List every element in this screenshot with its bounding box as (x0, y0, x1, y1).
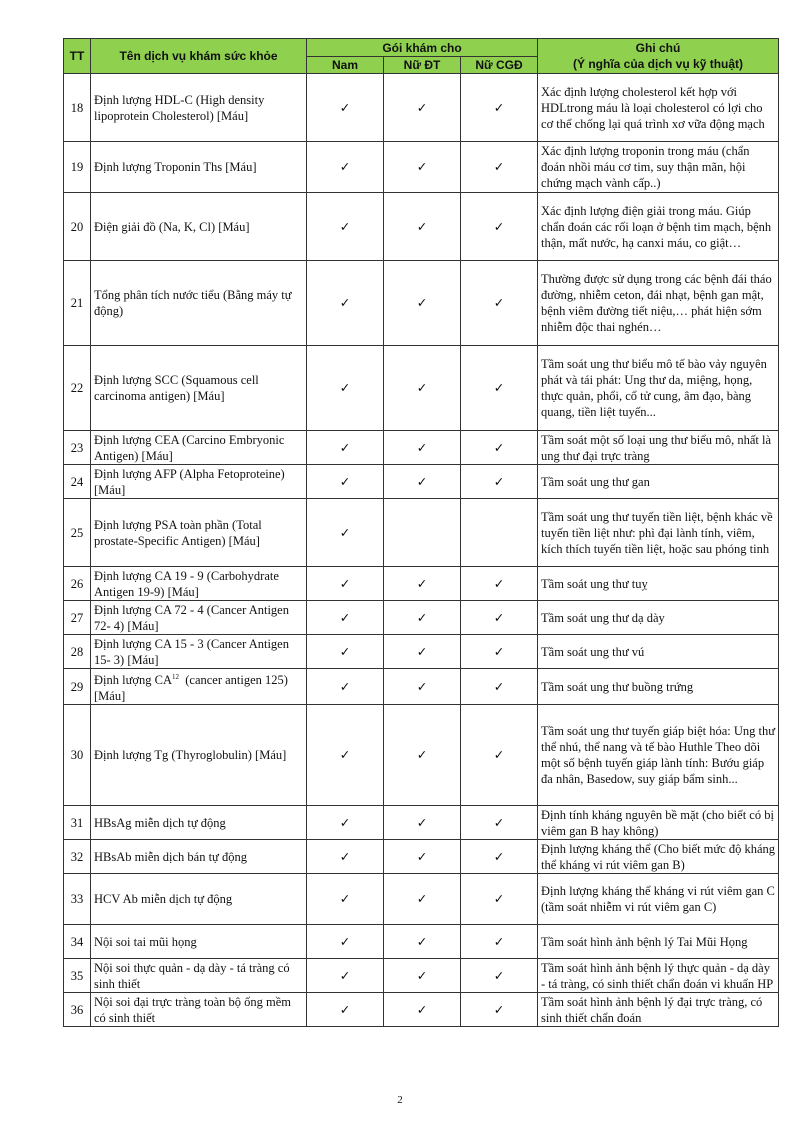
check-female-married (461, 261, 538, 346)
checkmark-icon: ✓ (416, 748, 428, 763)
service-name: Nội soi tai mũi họng (91, 925, 307, 959)
service-name: Tổng phân tích nước tiểu (Bằng máy tự động) (91, 261, 307, 346)
service-note: Tầm soát ung thư biểu mô tế bào vảy nguyên phát và tái phát: Ung thư da, miệng, họng, thực quản, phổi, cổ tử cung, âm đạo, bàng quang, tiền liệt tuyến... (538, 346, 779, 431)
checkmark-icon: ✓ (416, 679, 428, 694)
check-male (307, 74, 384, 142)
checkmark-icon: ✓ (339, 525, 351, 540)
service-note: Định lượng kháng thể (Cho biết mức độ kháng thể kháng vi rút viêm gan B) (538, 840, 779, 874)
service-name: Định lượng AFP (Alpha Fetoproteine) [Máu] (91, 465, 307, 499)
table-row (64, 193, 779, 261)
checkmark-icon: ✓ (416, 892, 428, 907)
table-row (64, 567, 779, 601)
checkmark-icon: ✓ (416, 610, 428, 625)
service-note: Tầm soát ung thư gan (538, 465, 779, 499)
table-row (64, 142, 779, 193)
service-name: Nội soi thực quản - dạ dày - tá tràng có sinh thiết (91, 959, 307, 993)
service-note: Tầm soát hình ảnh bệnh lý thực quản - dạ dày - tá tràng, có sinh thiết chẩn đoán vi khuẩn HP (538, 959, 779, 993)
row-number: 20 (64, 193, 91, 261)
checkmark-icon: ✓ (339, 576, 351, 591)
checkmark-icon: ✓ (339, 1002, 351, 1017)
checkmark-icon: ✓ (339, 934, 351, 949)
check-male (307, 840, 384, 874)
table-body (64, 74, 779, 1027)
check-female-single (384, 806, 461, 840)
service-name: Định lượng HDL-C (High density lipoprotein Cholesterol) [Máu] (91, 74, 307, 142)
check-female-married (461, 959, 538, 993)
check-male (307, 635, 384, 669)
check-male (307, 431, 384, 465)
check-female-single (384, 346, 461, 431)
service-name: HBsAg miễn dịch tự động (91, 806, 307, 840)
checkmark-icon: ✓ (339, 160, 351, 174)
row-number: 35 (64, 959, 91, 993)
row-number: 21 (64, 261, 91, 346)
checkmark-icon: ✓ (493, 100, 505, 115)
service-name: Định lượng CA 19 - 9 (Carbohydrate Antigen 19-9) [Máu] (91, 567, 307, 601)
table-row (64, 346, 779, 431)
service-name: Định lượng CA 15 - 3 (Cancer Antigen 15- 3) [Máu] (91, 635, 307, 669)
table-row (64, 499, 779, 567)
service-note: Xác định lượng troponin trong máu (chẩn đoán nhồi máu cơ tim, suy thận mãn, hội chứng mạch vành cấp..) (538, 142, 779, 193)
row-number: 29 (64, 669, 91, 705)
service-name: Định lượng CEA (Carcino Embryonic Antigen) [Máu] (91, 431, 307, 465)
service-name: HBsAb miễn dịch bán tự động (91, 840, 307, 874)
check-female-married (461, 465, 538, 499)
service-name: Định lượng Tg (Thyroglobulin) [Máu] (91, 705, 307, 806)
check-male (307, 499, 384, 567)
row-number: 27 (64, 601, 91, 635)
checkmark-icon: ✓ (339, 381, 351, 395)
check-female-single (384, 567, 461, 601)
checkmark-icon: ✓ (339, 296, 351, 310)
check-female-single (384, 601, 461, 635)
table-row (64, 74, 779, 142)
service-note: Thường được sử dụng trong các bệnh đái tháo đường, nhiễm ceton, đái nhạt, bệnh gan mật, bệnh viêm đường tiết niệu,… phát hiện sớm nhiễm độc thai nghén… (538, 261, 779, 346)
checkmark-icon: ✓ (493, 815, 505, 830)
checkmark-icon: ✓ (416, 815, 428, 830)
check-female-married (461, 705, 538, 806)
row-number: 19 (64, 142, 91, 193)
check-female-single (384, 925, 461, 959)
table-row (64, 874, 779, 925)
service-name (91, 669, 307, 705)
header-package: Gói khám cho (307, 39, 538, 57)
service-name-rest: (cancer antigen 125) [Máu] (94, 673, 288, 704)
checkmark-icon: ✓ (493, 849, 505, 864)
check-female-single (384, 499, 461, 567)
page-number: 2 (397, 1094, 403, 1106)
table-row (64, 959, 779, 993)
header-note-title: Ghi chú (635, 41, 681, 55)
check-female-married (461, 142, 538, 193)
service-name: Định lượng PSA toàn phần (Total prostate-Specific Antigen) [Máu] (91, 499, 307, 567)
check-male (307, 193, 384, 261)
header-note-subtitle: (Ý nghĩa của dịch vụ kỹ thuật) (573, 57, 744, 71)
checkmark-icon: ✓ (493, 219, 505, 234)
check-female-married (461, 874, 538, 925)
checkmark-icon: ✓ (493, 644, 505, 659)
check-female-married (461, 431, 538, 465)
checkmark-icon: ✓ (416, 474, 428, 489)
table-row (64, 601, 779, 635)
checkmark-icon: ✓ (339, 849, 351, 864)
check-male (307, 959, 384, 993)
checkmark-icon: ✓ (493, 679, 505, 694)
checkmark-icon: ✓ (339, 644, 351, 659)
service-note: Tầm soát ung thư tuỵ (538, 567, 779, 601)
check-female-single (384, 669, 461, 705)
service-note: Tầm soát ung thư tuyến giáp biệt hóa: Ung thư thể nhú, thể nang và tế bào Huthle Theo dõi một số bệnh tuyến giáp lành tính: Bướu giáp đa nhân, Basedow, suy giáp bẩm sinh... (538, 705, 779, 806)
checkmark-icon: ✓ (339, 219, 351, 234)
checkmark-icon: ✓ (493, 968, 505, 983)
check-female-married (461, 601, 538, 635)
table-row (64, 635, 779, 669)
check-male (307, 601, 384, 635)
check-female-married (461, 635, 538, 669)
table-row (64, 925, 779, 959)
row-number: 33 (64, 874, 91, 925)
check-female-married (461, 193, 538, 261)
service-note: Tầm soát ung thư dạ dày (538, 601, 779, 635)
header-service: Tên dịch vụ khám sức khỏe (91, 39, 307, 74)
check-female-single (384, 193, 461, 261)
checkmark-icon: ✓ (339, 968, 351, 983)
checkmark-icon: ✓ (339, 892, 351, 907)
checkmark-icon: ✓ (416, 160, 428, 174)
check-female-married (461, 74, 538, 142)
checkmark-icon: ✓ (493, 160, 505, 174)
checkmark-icon: ✓ (493, 381, 505, 395)
table-row (64, 993, 779, 1027)
check-female-married (461, 346, 538, 431)
row-number: 24 (64, 465, 91, 499)
check-female-married (461, 925, 538, 959)
header-note (538, 39, 779, 74)
row-number: 22 (64, 346, 91, 431)
checkmark-icon: ✓ (416, 219, 428, 234)
checkmark-icon: ✓ (493, 748, 505, 763)
service-name: Định lượng Troponin Ths [Máu] (91, 142, 307, 193)
check-male (307, 465, 384, 499)
checkmark-icon: ✓ (416, 1002, 428, 1017)
checkmark-icon: ✓ (493, 440, 505, 455)
checkmark-icon: ✓ (416, 968, 428, 983)
row-number: 36 (64, 993, 91, 1027)
check-female-single (384, 465, 461, 499)
header-female-single: Nữ ĐT (384, 57, 461, 74)
checkmark-icon: ✓ (416, 849, 428, 864)
row-number: 34 (64, 925, 91, 959)
service-note: Tầm soát ung thư tuyến tiền liệt, bệnh khác về tuyến tiền liệt như: phì đại lành tính, viêm, kích thích tuyến tiền liệt, hoặc sau phóng tinh (538, 499, 779, 567)
checkmark-icon: ✓ (416, 381, 428, 395)
service-name: Định lượng SCC (Squamous cell carcinoma antigen) [Máu] (91, 346, 307, 431)
check-female-married (461, 840, 538, 874)
check-female-married (461, 993, 538, 1027)
table-row (64, 261, 779, 346)
checkmark-icon: ✓ (339, 474, 351, 489)
check-female-single (384, 261, 461, 346)
checkmark-icon: ✓ (416, 296, 428, 310)
checkmark-icon: ✓ (493, 296, 505, 310)
row-number: 32 (64, 840, 91, 874)
service-note: Tầm soát ung thư vú (538, 635, 779, 669)
row-number: 28 (64, 635, 91, 669)
check-female-married (461, 567, 538, 601)
services-table (63, 38, 779, 1027)
row-number: 23 (64, 431, 91, 465)
checkmark-icon: ✓ (416, 100, 428, 115)
checkmark-icon: ✓ (339, 100, 351, 115)
check-male (307, 705, 384, 806)
service-note: Tầm soát một số loại ung thư biểu mô, nhất là ung thư đại trực tràng (538, 431, 779, 465)
check-male (307, 567, 384, 601)
row-number: 26 (64, 567, 91, 601)
header-tt: TT (64, 39, 91, 74)
row-number: 18 (64, 74, 91, 142)
header-male: Nam (307, 57, 384, 74)
checkmark-icon: ✓ (493, 610, 505, 625)
table-row (64, 705, 779, 806)
check-male (307, 142, 384, 193)
service-note: Xác định lượng cholesterol kết hợp với HDLtrong máu là loại cholesterol có lợi cho cơ thể chống lại quá trình xơ vữa động mạch (538, 74, 779, 142)
row-number: 25 (64, 499, 91, 567)
row-number: 30 (64, 705, 91, 806)
checkmark-icon: ✓ (339, 679, 351, 694)
service-name: Điện giải đồ (Na, K, Cl) [Máu] (91, 193, 307, 261)
table-row (64, 465, 779, 499)
checkmark-icon: ✓ (493, 576, 505, 591)
check-female-married (461, 499, 538, 567)
check-female-single (384, 705, 461, 806)
check-male (307, 806, 384, 840)
table-row (64, 669, 779, 705)
service-note: Tầm soát ung thư buồng trứng (538, 669, 779, 705)
check-male (307, 346, 384, 431)
service-note: Định lượng kháng thể kháng vi rút viêm gan C (tầm soát nhiễm vi rút viêm gan C) (538, 874, 779, 925)
header-female-married: Nữ CGĐ (461, 57, 538, 74)
service-note: Xác định lượng điện giải trong máu. Giúp chẩn đoán các rối loạn ở bệnh tim mạch, bệnh thận, mất nước, hạ canxi máu, co giật… (538, 193, 779, 261)
check-female-married (461, 806, 538, 840)
row-number: 31 (64, 806, 91, 840)
check-male (307, 925, 384, 959)
checkmark-icon: ✓ (339, 440, 351, 455)
checkmark-icon: ✓ (416, 576, 428, 591)
service-note: Tầm soát hình ảnh bệnh lý đại trực tràng, có sinh thiết chẩn đoán (538, 993, 779, 1027)
check-female-single (384, 635, 461, 669)
checkmark-icon: ✓ (416, 934, 428, 949)
service-name: HCV Ab miễn dịch tự động (91, 874, 307, 925)
checkmark-icon: ✓ (416, 440, 428, 455)
check-female-single (384, 840, 461, 874)
checkmark-icon: ✓ (493, 474, 505, 489)
check-female-single (384, 142, 461, 193)
check-female-married (461, 669, 538, 705)
checkmark-icon: ✓ (493, 934, 505, 949)
table-row (64, 806, 779, 840)
check-male (307, 669, 384, 705)
checkmark-icon: ✓ (416, 644, 428, 659)
checkmark-icon: ✓ (493, 892, 505, 907)
check-female-single (384, 959, 461, 993)
service-note: Tầm soát hình ảnh bệnh lý Tai Mũi Họng (538, 925, 779, 959)
check-male (307, 261, 384, 346)
table-row (64, 840, 779, 874)
check-male (307, 874, 384, 925)
service-name: Định lượng CA 72 - 4 (Cancer Antigen 72- 4) [Máu] (91, 601, 307, 635)
checkmark-icon: ✓ (339, 815, 351, 830)
check-female-single (384, 874, 461, 925)
checkmark-icon: ✓ (339, 748, 351, 763)
service-name-superscript: 12 (171, 673, 179, 681)
check-female-single (384, 993, 461, 1027)
service-name-text: Định lượng CA (94, 673, 172, 688)
check-male (307, 993, 384, 1027)
service-note: Định tính kháng nguyên bề mặt (cho biết có bị viêm gan B hay không) (538, 806, 779, 840)
service-name: Nội soi đại trực tràng toàn bộ ống mềm có sinh thiết (91, 993, 307, 1027)
table-row (64, 431, 779, 465)
check-female-single (384, 431, 461, 465)
checkmark-icon: ✓ (339, 610, 351, 625)
check-female-single (384, 74, 461, 142)
checkmark-icon: ✓ (493, 1002, 505, 1017)
